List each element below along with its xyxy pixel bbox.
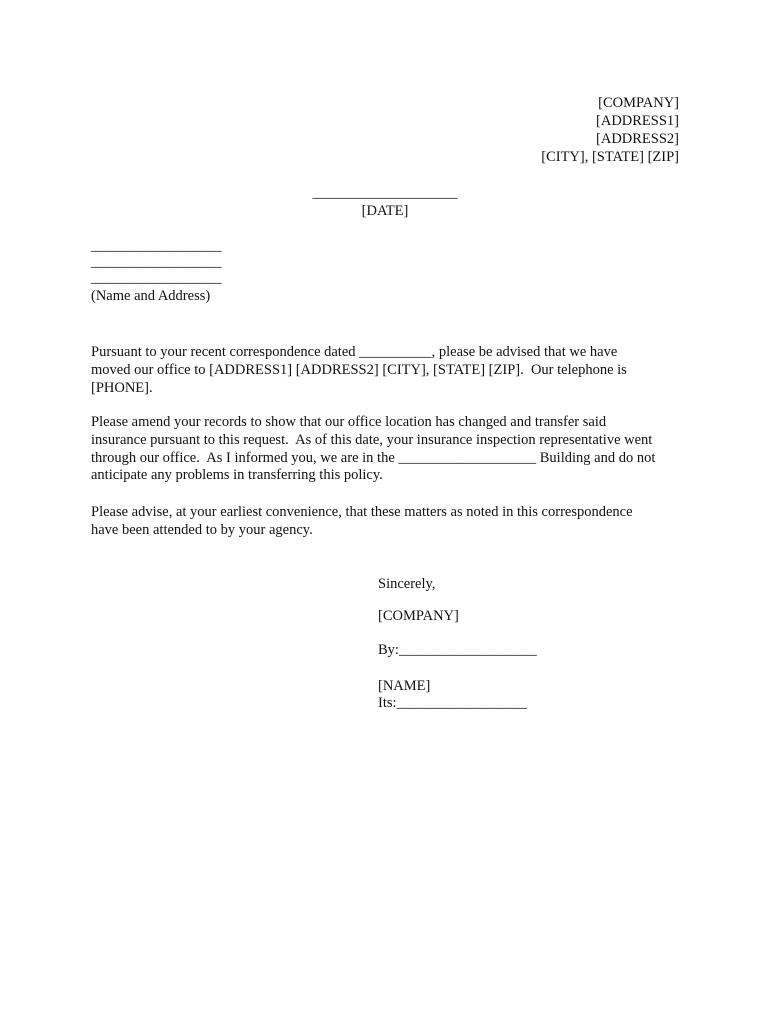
signer-name: [NAME] xyxy=(378,678,431,694)
sender-company: [COMPANY] xyxy=(598,95,679,111)
body-paragraph xyxy=(91,344,681,397)
signer-title-line: Its:__________________ xyxy=(378,695,528,711)
closing-salutation: Sincerely, xyxy=(378,576,436,592)
recipient-label: (Name and Address) xyxy=(91,288,211,304)
paragraph-line: [PHONE]. xyxy=(91,379,153,396)
signature-by-line: By:___________________ xyxy=(378,642,537,658)
body-paragraph xyxy=(91,504,681,540)
paragraph-line: Pursuant to your recent correspondence dated __________, please be advised that we have xyxy=(91,344,618,360)
paragraph-line: insurance pursuant to this request. As of this date, your insurance inspection representative went xyxy=(91,431,653,448)
recipient-blank-line: __________________ xyxy=(91,238,222,254)
closing-company: [COMPANY] xyxy=(378,608,459,624)
date-blank-line: ____________________ xyxy=(312,185,458,201)
paragraph-line: moved our office to [ADDRESS1] [ADDRESS2] [CITY], [STATE] [ZIP]. Our telephone is xyxy=(91,361,627,378)
recipient-block xyxy=(91,238,222,306)
paragraph-line: through our office. As I informed you, we are in the ___________________ Building and do not xyxy=(91,449,656,466)
body-paragraph xyxy=(91,414,681,485)
paragraph-line: anticipate any problems in transferring this policy. xyxy=(91,467,383,484)
paragraph-line: Please advise, at your earliest convenience, that these matters as noted in this correspondence xyxy=(91,504,633,520)
recipient-blank-line: __________________ xyxy=(91,270,222,286)
sender-city-state-zip: [CITY], [STATE] [ZIP] xyxy=(541,149,679,165)
date-label: [DATE] xyxy=(361,203,409,219)
date-block xyxy=(0,184,770,220)
sender-address2: [ADDRESS2] xyxy=(596,131,679,147)
paragraph-line: Please amend your records to show that our office location has changed and transfer said xyxy=(91,414,607,430)
sender-address-block xyxy=(541,94,679,166)
paragraph-line: have been attended to by your agency. xyxy=(91,521,313,538)
recipient-blank-line: __________________ xyxy=(91,254,222,270)
sender-address1: [ADDRESS1] xyxy=(596,113,679,129)
